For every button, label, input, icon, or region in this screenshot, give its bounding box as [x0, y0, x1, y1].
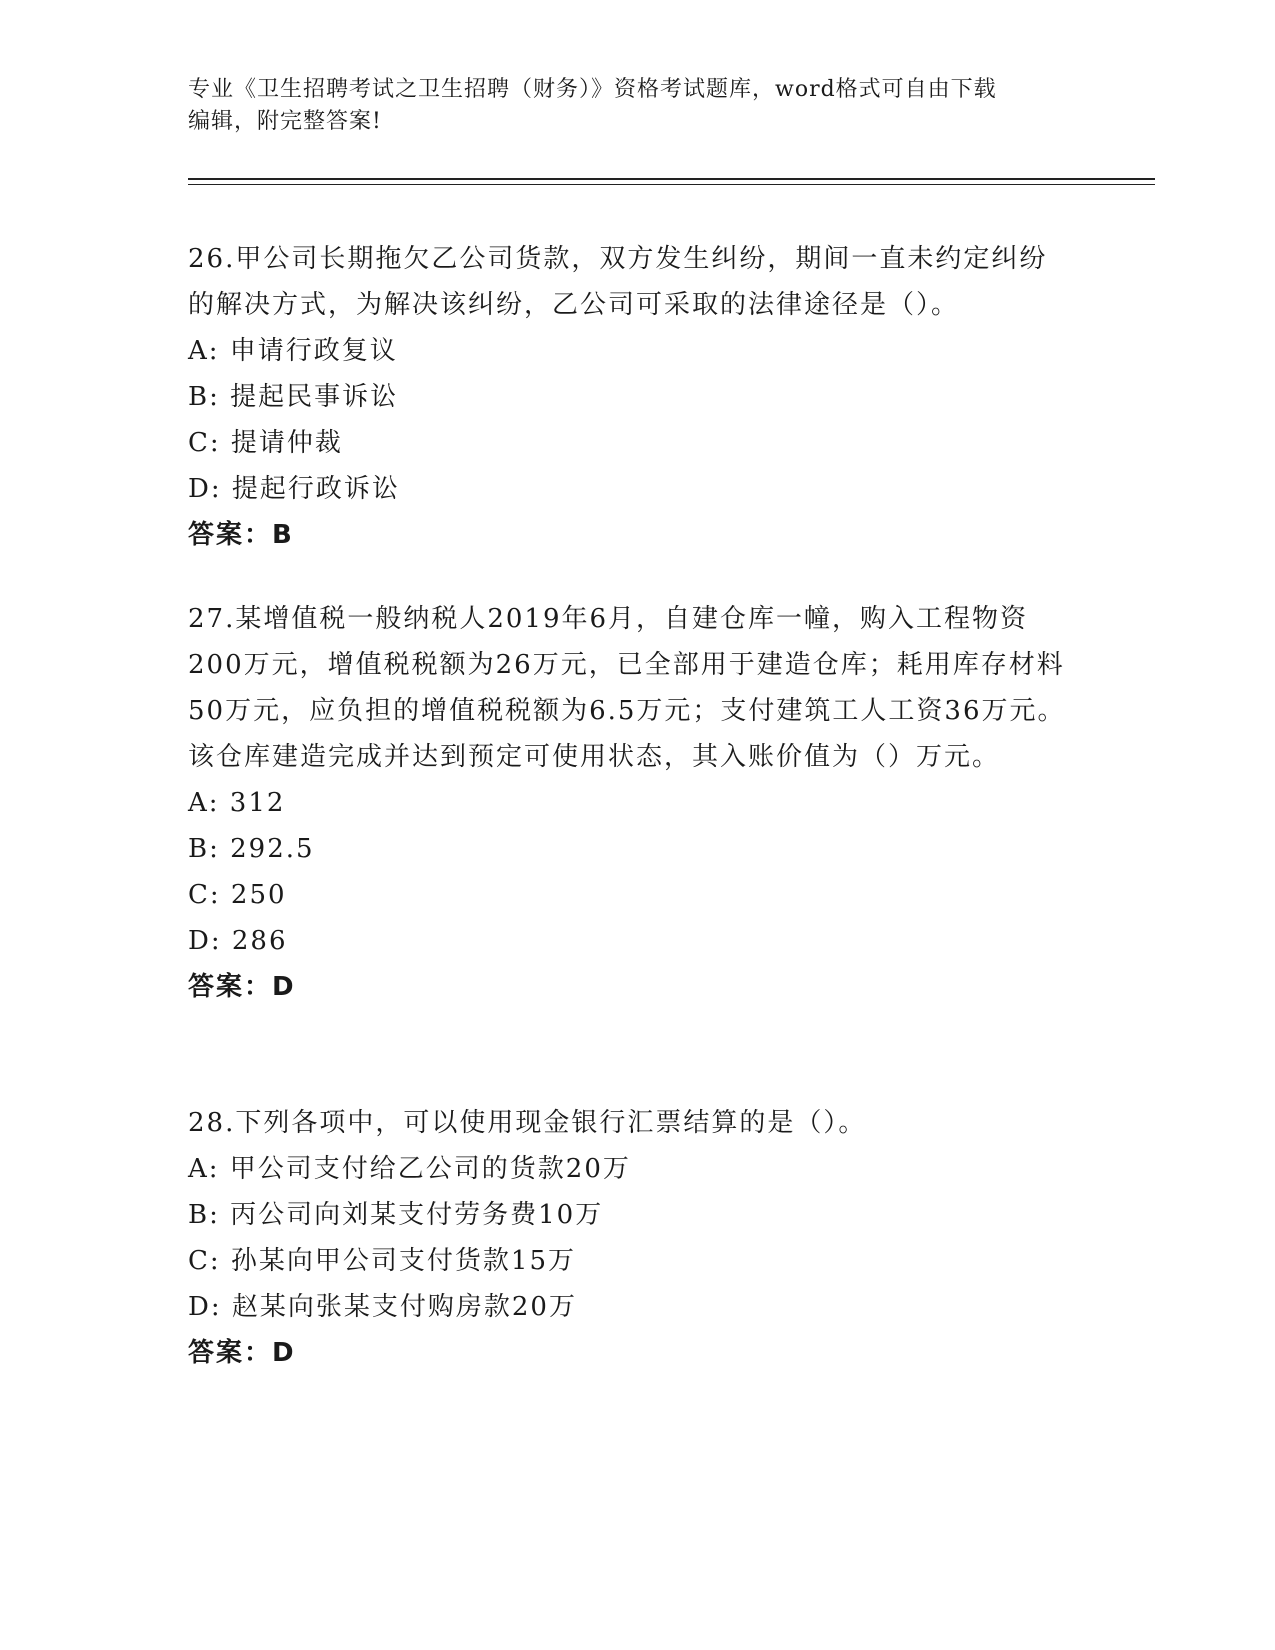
answer-label: 答案：D: [188, 1338, 296, 1368]
option-a: A: 甲公司支付给乙公司的货款20万: [188, 1154, 631, 1184]
answer-label: 答案：B: [188, 520, 294, 550]
option-d: D: 286: [188, 926, 288, 956]
header-line-2: 编辑，附完整答案!: [188, 109, 382, 134]
question-26: [188, 236, 1068, 558]
option-a: A: 312: [188, 788, 286, 818]
option-c: C: 250: [188, 880, 287, 910]
option-c: C: 孙某向甲公司支付货款15万: [188, 1246, 577, 1276]
question-stem: 27.某增值税一般纳税人2019年6月，自建仓库一幢，购入工程物资200万元，增值税税额为26万元，已全部用于建造仓库；耗用库存材料50万元，应负担的增值税税额为6.5万元；支付建筑工人工资36万元。该仓库建造完成并达到预定可使用状态，其入账价值为（）万元。: [188, 604, 1066, 772]
question-stem: 26.甲公司长期拖欠乙公司货款，双方发生纠纷，期间一直未约定纠纷的解决方式，为解决该纠纷，乙公司可采取的法律途径是（）。: [188, 244, 1048, 320]
option-c: C: 提请仲裁: [188, 428, 343, 458]
question-28: [188, 1100, 1068, 1376]
option-a: A: 申请行政复议: [188, 336, 398, 366]
option-b: B: 292.5: [188, 834, 315, 864]
header-divider-thick: [188, 178, 1155, 180]
option-d: D: 提起行政诉讼: [188, 474, 400, 504]
option-d: D: 赵某向张某支付购房款20万: [188, 1292, 577, 1322]
option-b: B: 提起民事诉讼: [188, 382, 399, 412]
answer-label: 答案：D: [188, 972, 296, 1002]
document-header: [188, 74, 1088, 138]
question-stem: 28.下列各项中，可以使用现金银行汇票结算的是（）。: [188, 1108, 867, 1138]
option-b: B: 丙公司向刘某支付劳务费10万: [188, 1200, 604, 1230]
header-divider-thin: [188, 184, 1155, 185]
header-line-1: 专业《卫生招聘考试之卫生招聘（财务）》资格考试题库，word格式可自由下载: [188, 77, 997, 102]
question-27: [188, 596, 1068, 1010]
